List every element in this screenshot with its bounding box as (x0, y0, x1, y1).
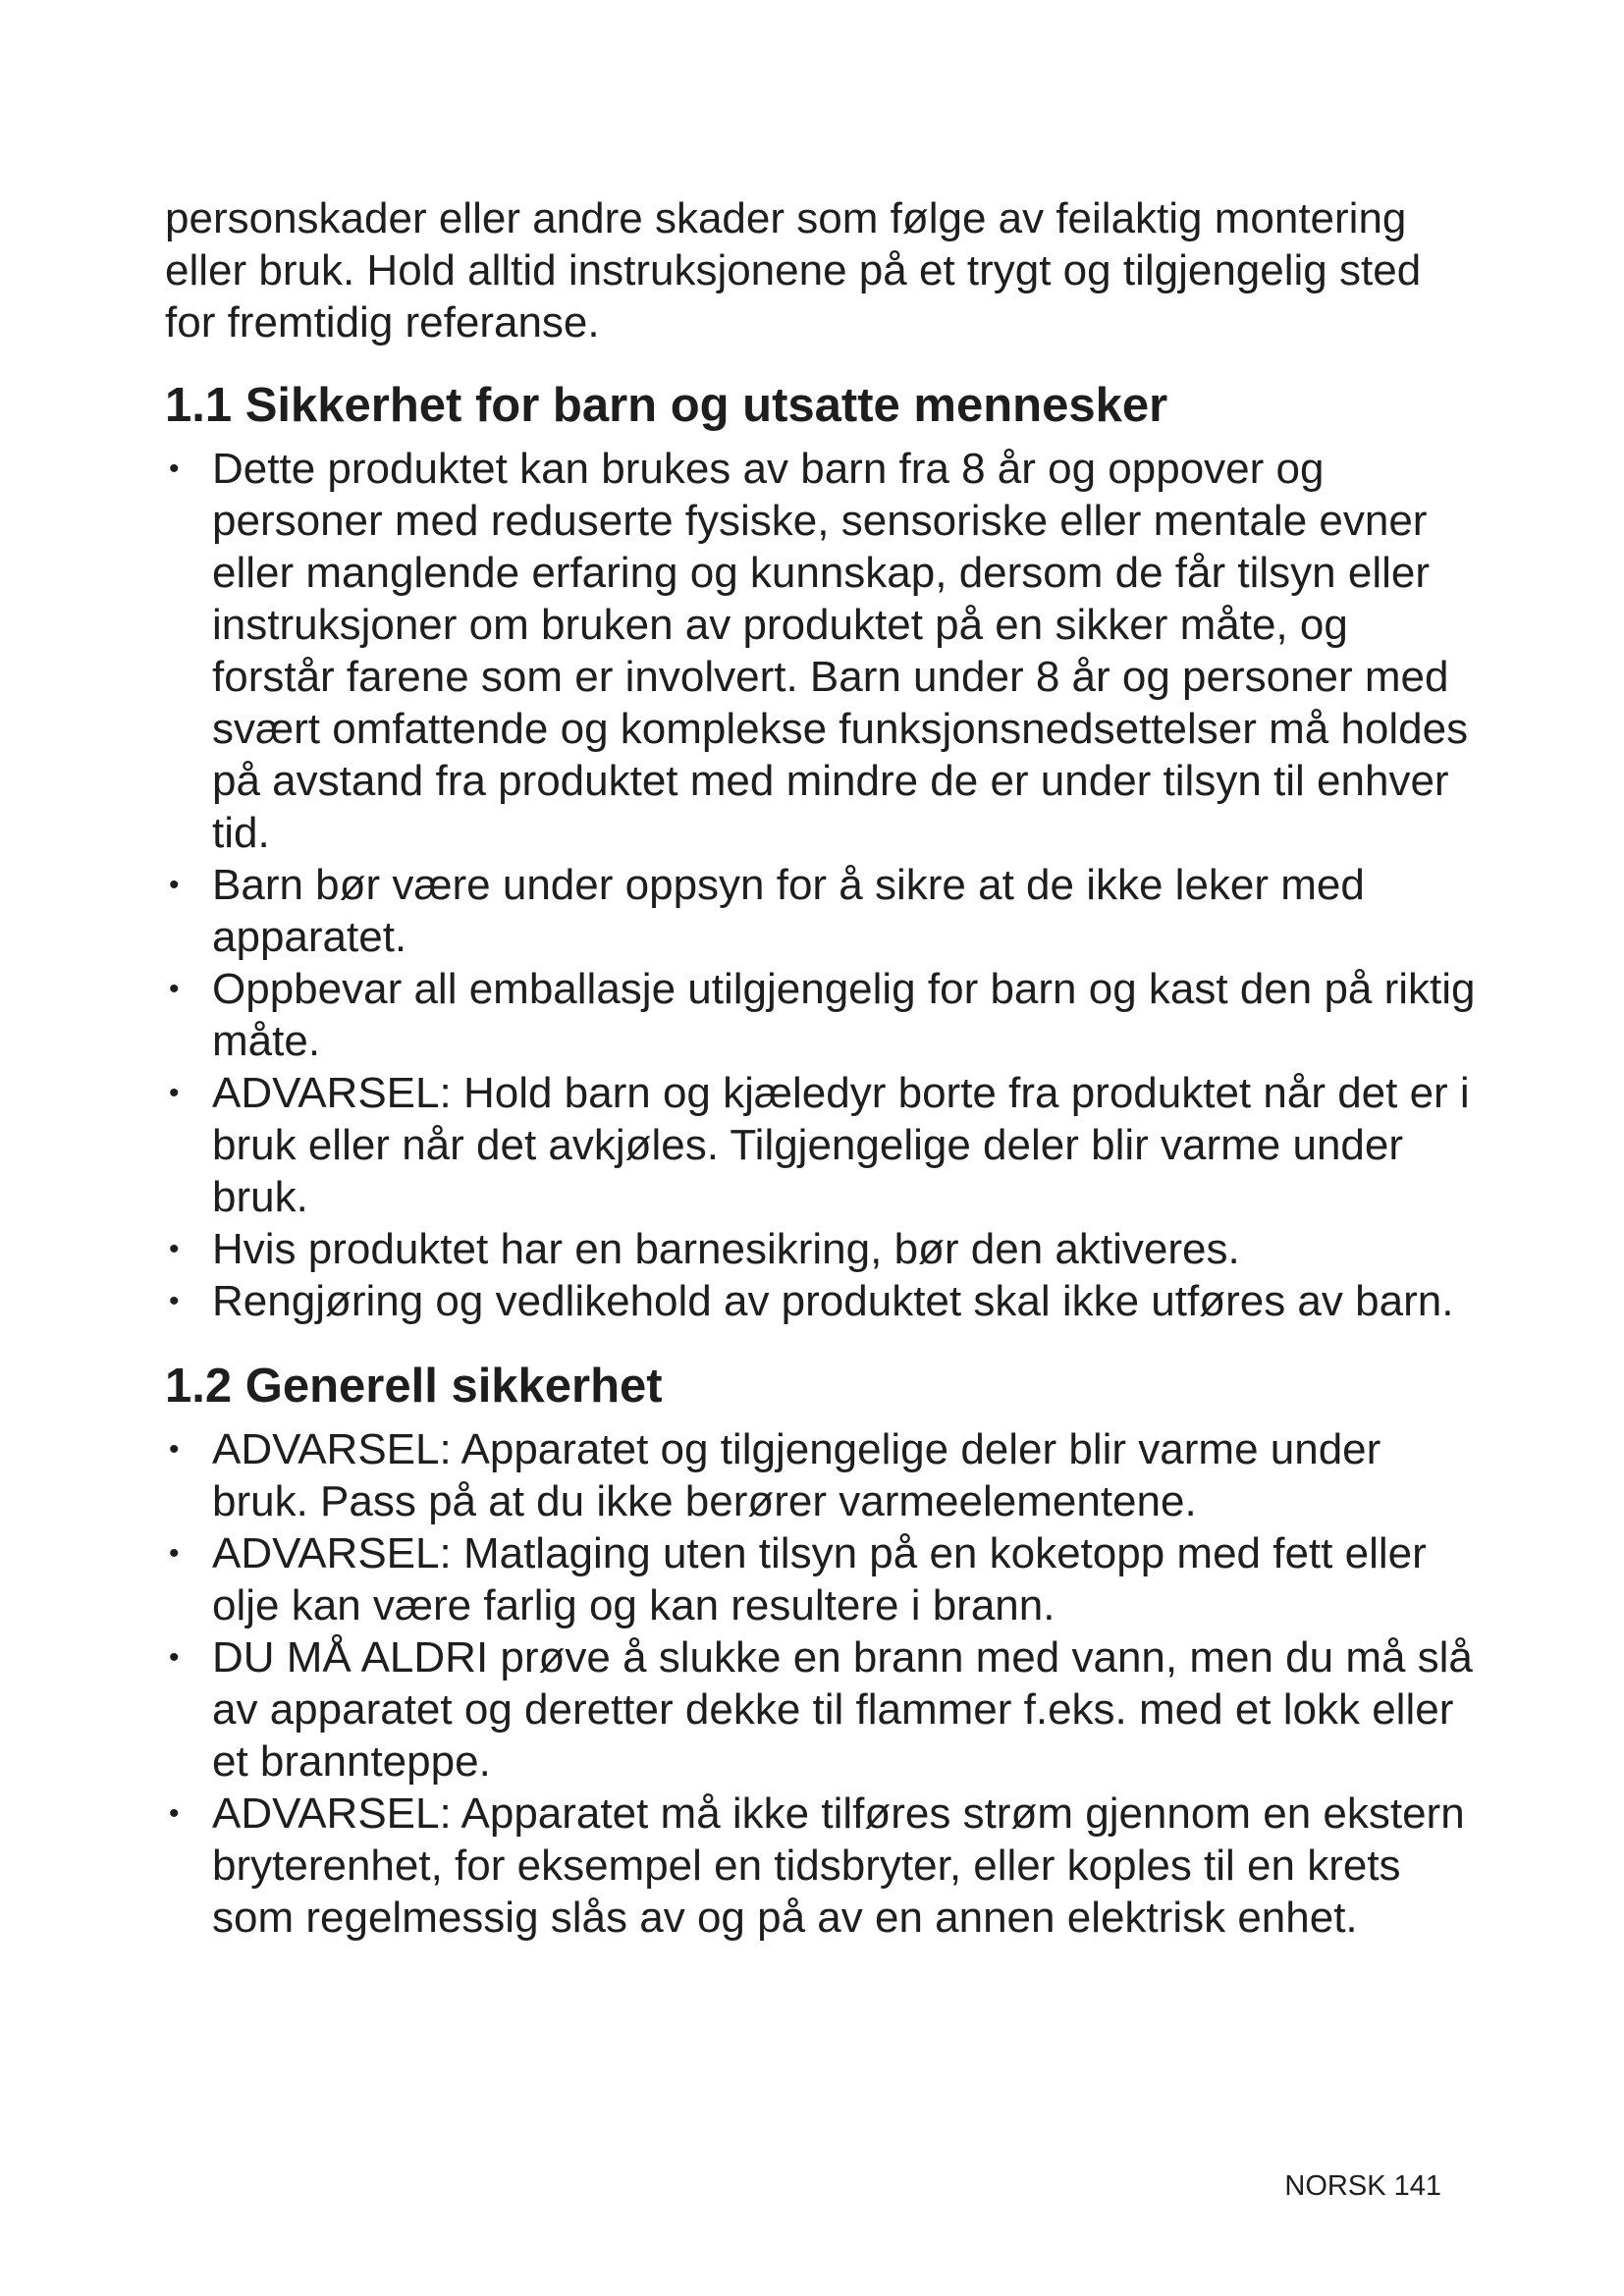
list-item (165, 1223, 1481, 1275)
list-item (165, 1527, 1481, 1631)
list-item (165, 1788, 1481, 1944)
footer-page-number: 141 (1393, 2170, 1441, 2202)
bullet-icon: • (169, 973, 180, 1005)
list-item-text: Barn bør være under oppsyn for å sikre at de ikke leker med apparatet. (212, 861, 1365, 961)
intro-paragraph: personskader eller andre skader som følge av feilaktig montering eller bruk. Hold alltid instruksjonene på et trygt og tilgjengelig sted for fremtidig referanse. (165, 194, 1422, 347)
bullet-icon: • (169, 1641, 180, 1674)
footer-language: NORSK (1284, 2170, 1386, 2202)
list-item (165, 1631, 1481, 1788)
list-item (165, 963, 1481, 1067)
section-heading-general-safety: 1.2 Generell sikkerhet (165, 1360, 663, 1413)
section-heading-child-safety: 1.1 Sikkerhet for barn og utsatte mennesker (165, 379, 1168, 432)
page-footer (1284, 2169, 1441, 2203)
list-item-text: ADVARSEL: Apparatet må ikke tilføres strøm gjennom en ekstern bryterenhet, for eksempel en tidsbryter, eller koples til en krets som regelmessig slås av og på av en annen elektrisk enhet. (212, 1789, 1465, 1942)
list-item-text: Oppbevar all emballasje utilgjengelig for barn og kast den på riktig måte. (212, 965, 1476, 1065)
list-item (165, 1067, 1481, 1223)
list-item-text: ADVARSEL: Hold barn og kjæledyr borte fra produktet når det er i bruk eller når det avkjøles. Tilgjengelige deler blir varme under bruk. (212, 1069, 1470, 1221)
child-safety-list (165, 443, 1481, 1327)
list-item (165, 1423, 1481, 1527)
list-item (165, 443, 1481, 859)
bullet-icon: • (169, 1285, 180, 1317)
bullet-icon: • (169, 1233, 180, 1265)
bullet-icon: • (169, 869, 180, 901)
bullet-icon: • (169, 453, 180, 485)
bullet-icon: • (169, 1433, 180, 1466)
list-item-text: ADVARSEL: Apparatet og tilgjengelige deler blir varme under bruk. Pass på at du ikke berører varmeelementene. (212, 1425, 1381, 1525)
list-item (165, 1275, 1481, 1327)
list-item-text: DU MÅ ALDRI prøve å slukke en brann med vann, men du må slå av apparatet og deretter dekke til flammer f.eks. med et lokk eller et brannteppe. (212, 1633, 1473, 1786)
list-item-text: Hvis produktet har en barnesikring, bør den aktiveres. (212, 1225, 1240, 1273)
list-item-text: Dette produktet kan brukes av barn fra 8 år og oppover og personer med reduserte fysiske, sensoriske eller mentale evner eller manglende erfaring og kunnskap, dersom de får tilsyn eller instruksjoner om bruken av produktet på en sikker måte, og forstår farene som er involvert. Barn under 8 år og personer med svært omfattende og komplekse funksjonsnedsettelser må holdes på avstand fra produktet med mindre de er under tilsyn til enhver tid. (212, 445, 1469, 857)
list-item (165, 859, 1481, 963)
general-safety-list (165, 1423, 1481, 1944)
bullet-icon: • (169, 1797, 180, 1830)
list-item-text: ADVARSEL: Matlaging uten tilsyn på en koketopp med fett eller olje kan være farlig og kan resultere i brann. (212, 1529, 1427, 1629)
bullet-icon: • (169, 1537, 180, 1570)
bullet-icon: • (169, 1077, 180, 1109)
document-page (165, 192, 1481, 1944)
list-item-text: Rengjøring og vedlikehold av produktet skal ikke utføres av barn. (212, 1277, 1454, 1325)
